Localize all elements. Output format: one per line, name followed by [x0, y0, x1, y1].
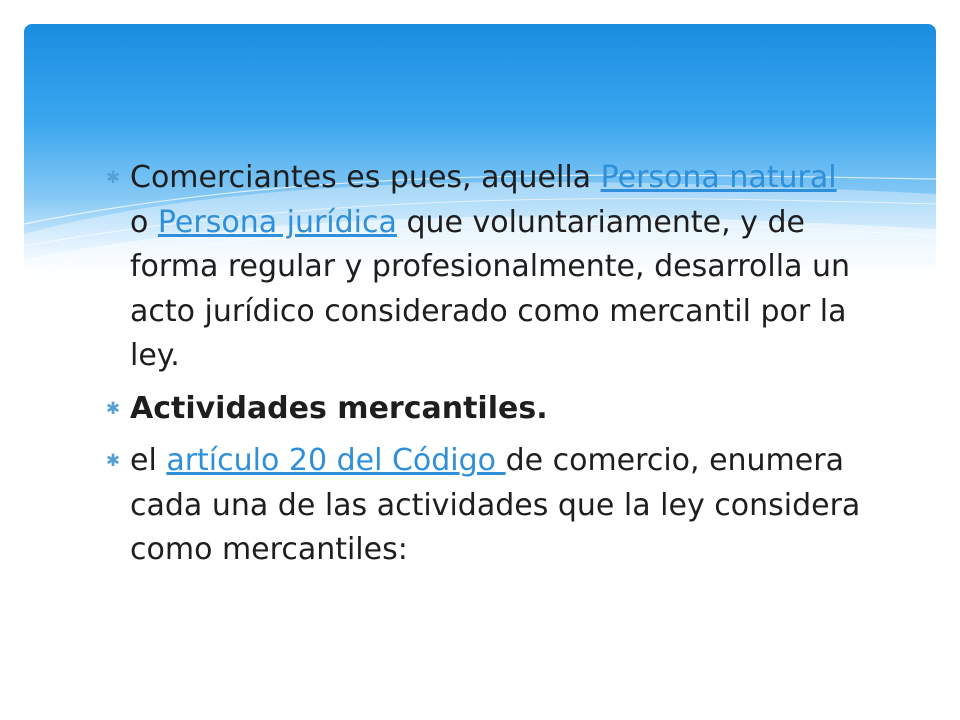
section-heading: Actividades mercantiles. — [130, 390, 548, 426]
link-articulo-20[interactable]: artículo 20 del Código — [166, 443, 506, 478]
asterisk-bullet-icon: ✱ — [105, 451, 121, 471]
paragraph-text: Comerciantes es pues, aquella — [130, 160, 601, 195]
asterisk-bullet-icon: ✱ — [105, 398, 121, 419]
paragraph-text: que voluntariamente, y de forma regular y profesionalmente, desarrolla un acto jurídico considerado como mercantil por la ley. — [130, 204, 851, 373]
bullet-list — [104, 156, 864, 581]
paragraph-text: de comercio, enumera cada una de las actividades que la ley considera como mercantiles: — [130, 443, 861, 567]
asterisk-bullet-icon: ✱ — [105, 168, 121, 188]
list-item — [104, 156, 864, 379]
link-persona-natural[interactable]: Persona natural — [600, 160, 837, 195]
list-item — [104, 439, 864, 573]
paragraph-text: el — [130, 443, 167, 478]
paragraph-text: o — [130, 204, 158, 240]
link-persona-juridica[interactable]: Persona jurídica — [157, 204, 397, 240]
list-item — [104, 387, 864, 432]
